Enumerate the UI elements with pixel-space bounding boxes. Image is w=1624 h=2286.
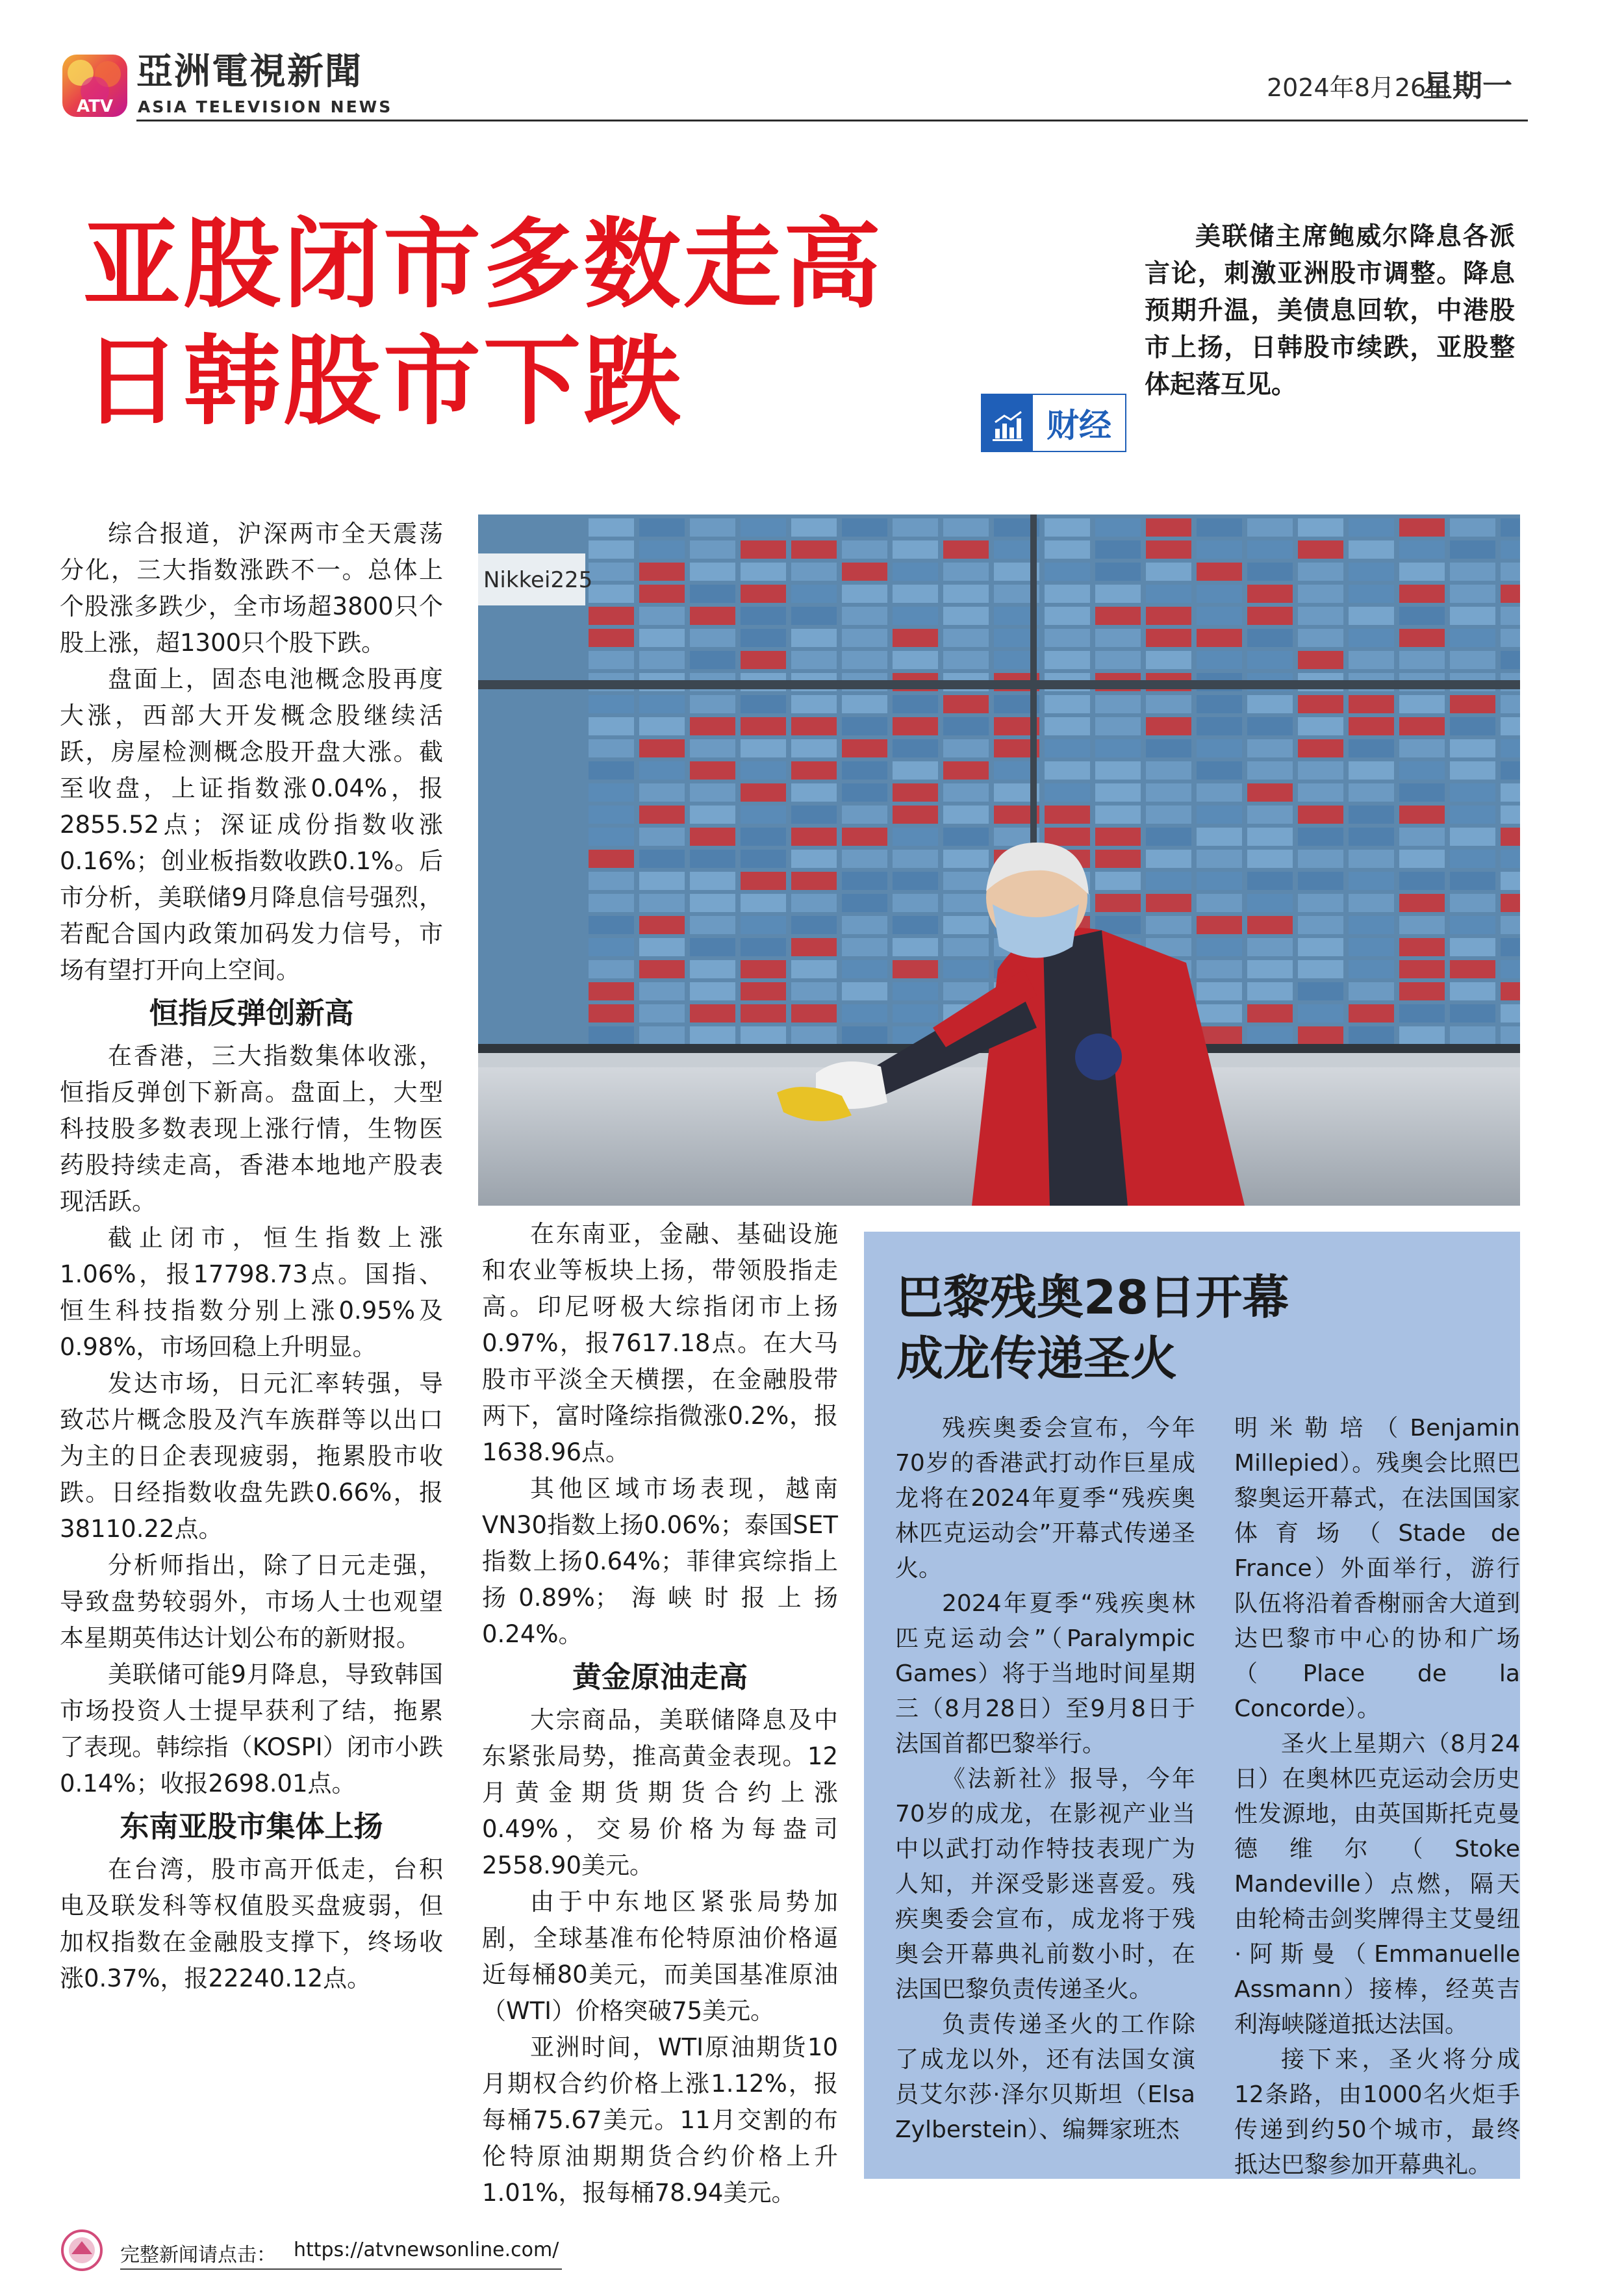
section-heading: 黄金原油走高 [572,1660,748,1694]
sidebar-column-1 [895,1411,1195,2148]
paragraph: 在台湾，股市高开低走，台积电及联发科等权值股买盘疲弱，但加权指数在金融股支撑下，终场收涨0.37%，报22240.12点。 [60,1855,443,1992]
footer-label: 完整新闻请点击： [120,2244,276,2267]
atv-logo [60,53,130,118]
lead-summary: 美联储主席鲍威尔降息各派言论，刺激亚洲股市调整。降息预期升温，美债息回软，中港股市上扬，日韩股市续跌，亚股整体起落互见。 [1145,222,1515,400]
paragraph: 负责传递圣火的工作除了成龙以外，还有法国女演员艾尔莎·泽尔贝斯坦（Elsa Zylberstein）、编舞家班杰 [895,2011,1195,2143]
paragraph: 发达市场，日元汇率转强，导致芯片概念股及汽车族群等以出口为主的日企表现疲弱，拖累股市收跌。日经指数收盘先跌0.66%，报38110.22点。 [60,1369,443,1543]
paragraph: 大宗商品，美联储降息及中东紧张局势，推高黄金表现。12月黄金期货期货合约上涨0.49%，交易价格为每盎司2558.90美元。 [482,1706,838,1879]
headline-line-2: 日韩股市下跌 [83,325,684,438]
category-tag [981,394,1126,452]
paragraph: 分析师指出，除了日元走强，导致盘势较弱外，市场人士也观望本星期英伟达计划公布的新财报。 [60,1551,443,1652]
paragraph: 《法新社》报导，今年70岁的成龙，在影视产业当中以武打动作特技表现广为人知，并深受影迷喜爱。残疾奥委会宣布，成龙将于残奥会开幕典礼前数小时，在法国巴黎负责传递圣火。 [895,1766,1195,2003]
sidebar-column-2 [1234,1411,1520,2183]
sidebar-headline-line-1: 巴黎残奥28日开幕 [896,1270,1289,1325]
paragraph: 综合报道，沪深两市全天震荡分化，三大指数涨跌不一。总体上个股涨多跌少，全市场超3800只个股上涨，超1300只个股下跌。 [60,520,443,657]
paragraph: 截止闭市，恒生指数上涨1.06%，报17798.73点。国指、恒生科技指数分别上涨0.95%及0.98%，市场回稳上升明显。 [60,1224,443,1361]
footer-link[interactable]: https://atvnewsonline.com/ [294,2239,559,2261]
paragraph: 圣火上星期六（8月24日）在奥林匹克运动会历史性发源地，由英国斯托克曼德维尔（Stoke Mandeville）点燃，隔天由轮椅击剑奖牌得主艾曼纽·阿斯曼（Emmanuelle Assmann）接棒，经英吉利海峡隧道抵达法国。 [1234,1731,1520,2038]
logo-text: ATV [77,97,113,116]
paragraph: 其他区域市场表现，越南VN30指数上扬0.06%；泰国SET指数上扬0.64%；菲律宾综指上扬0.89%；海峡时报上扬0.24%。 [482,1475,838,1648]
section-heading: 东南亚股市集体上扬 [120,1809,383,1844]
paragraph: 接下来，圣火将分成12条路，由1000名火炬手传递到约50个城市，最终抵达巴黎参加开幕典礼。 [1234,2046,1520,2178]
footer-seal-icon [60,2228,104,2272]
brand-name-en: ASIA TELEVISION NEWS [138,97,393,116]
paragraph: 明米勒培（Benjamin Millepied）。残奥会比照巴黎奥运开幕式，在法国国家体育场（Stade de France）外面举行，游行队伍将沿着香榭丽舍大道到达巴黎市中心的协和广场（Place de la Concorde）。 [1234,1415,1520,1722]
nikkei-board-label: Nikkei225 [483,567,593,593]
paragraph: 在香港，三大指数集体收涨，恒指反弹创下新高。盘面上，大型科技股多数表现上涨行情，生物医药股持续走高，香港本地地产股表现活跃。 [60,1042,443,1215]
paragraph: 在东南亚，金融、基础设施和农业等板块上扬，带领股指走高。印尼呀极大综指闭市上扬0.97%，报7617.18点。在大马股市平淡全天横摆，在金融股带两下，富时隆综指微涨0.2%，报1638.96点。 [482,1220,838,1466]
article-column-1 [60,516,443,1997]
category-tag-label: 财经 [1047,407,1111,444]
main-headline [83,207,883,440]
sidebar-headline [896,1267,1289,1389]
paragraph: 残疾奥委会宣布，今年70岁的香港武打动作巨星成龙将在2024年夏季“残疾奥林匹克运动会”开幕式传递圣火。 [895,1415,1195,1582]
header-rule [136,120,1528,121]
footer-rule [120,2268,562,2270]
bar-chart-icon [982,395,1033,451]
issue-date: 2024年8月26日 [1267,73,1451,102]
issue-weekday: 星期一 [1423,68,1512,103]
paragraph: 美联储可能9月降息，导致韩国市场投资人士提早获利了结，拖累了表现。韩综指（KOSPI）闭市小跌0.14%；收报2698.01点。 [60,1660,443,1797]
paragraph: 2024年夏季“残疾奥林匹克运动会”（Paralympic Games）将于当地时间星期三（8月28日）至9月8日于法国首都巴黎举行。 [895,1590,1195,1757]
paragraph: 由于中东地区紧张局势加剧，全球基准布伦特原油价格逼近每桶80美元，而美国基准原油（WTI）价格突破75美元。 [482,1888,838,2025]
article-column-2 [482,1216,838,2211]
headline-line-1: 亚股闭市多数走高 [83,209,884,322]
section-heading: 恒指反弹创新高 [149,996,354,1030]
brand-name-cn: 亞洲電視新聞 [136,51,362,93]
stock-board-photo [478,514,1520,1206]
paragraph: 盘面上，固态电池概念股再度大涨，西部大开发概念股继续活跃，房屋检测概念股开盘大涨。截至收盘，上证指数涨0.04%，报2855.52点；深证成份指数收涨0.16%；创业板指数收跌0.1%。后市分析，美联储9月降息信号强烈，若配合国内政策加码发力信号，市场有望打开向上空间。 [60,665,443,984]
sidebar-headline-line-2: 成龙传递圣火 [896,1331,1178,1386]
paragraph: 亚洲时间，WTI原油期货10月期权合约价格上涨1.12%，报每桶75.67美元。11月交割的布伦特原油期期货合约价格上升1.01%，报每桶78.94美元。 [482,2033,838,2207]
